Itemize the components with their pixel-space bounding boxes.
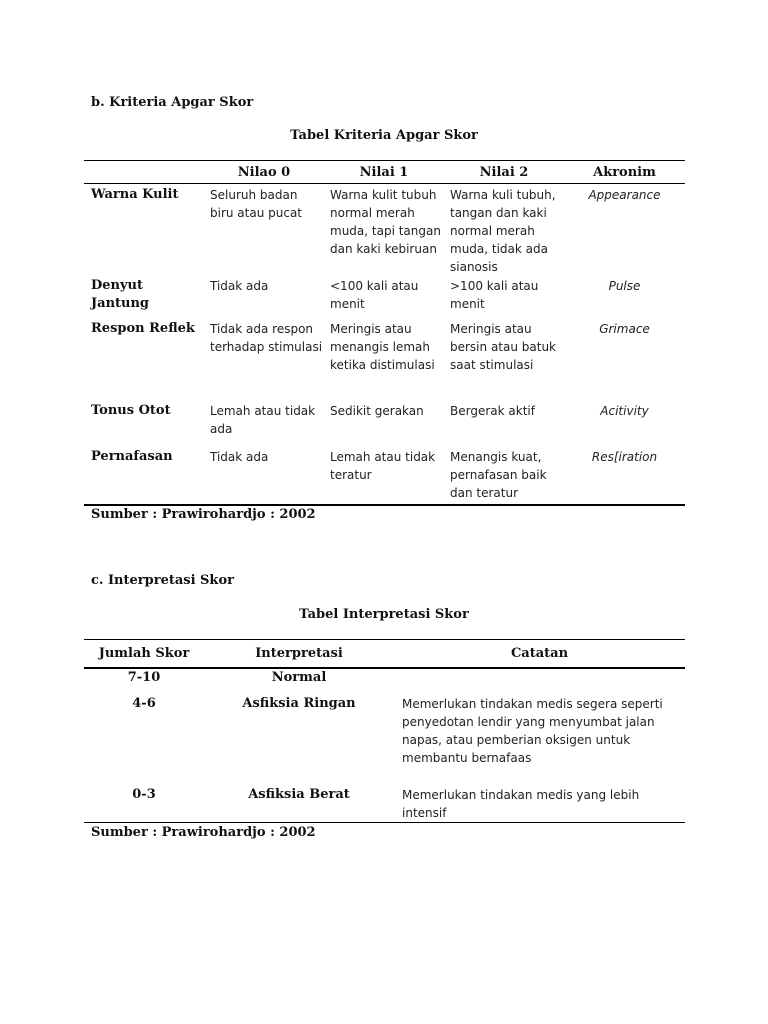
notes-cell: Memerlukan tindakan medis segera seperti penyedotan lendir yang menyumbat jalan napas, atau pemberian oksigen untuk membantu bernafaas: [402, 697, 663, 765]
table-row: [84, 277, 685, 320]
score-range-cell: 4-6: [132, 696, 156, 711]
column-header: Interpretasi: [255, 646, 343, 661]
score-1-cell: Meringis atau menangis lemah ketika distimulasi: [330, 322, 435, 372]
apgar-table-bottom-rule: [84, 504, 685, 506]
table-row: [84, 695, 685, 786]
score-0-cell: Tidak ada: [210, 450, 269, 464]
criteria-label: Respon Reflek: [91, 321, 195, 336]
notes-cell: Memerlukan tindakan medis yang lebih intensif: [402, 788, 640, 820]
interpretation-cell: Asfiksia Berat: [248, 787, 350, 802]
apgar-table-source: Sumber : Prawirohardjo : 2002: [91, 507, 316, 522]
score-0-cell: Seluruh badan biru atau pucat: [210, 188, 303, 220]
apgar-criteria-table: [84, 162, 685, 502]
section-b-heading: b. Kriteria Apgar Skor: [91, 95, 254, 110]
acronym-cell: Grimace: [599, 322, 650, 336]
table-header-row: [84, 162, 685, 183]
criteria-label: Pernafasan: [91, 449, 173, 464]
score-2-cell: >100 kali atau menit: [450, 279, 539, 311]
apgar-table-caption: Tabel Kriteria Apgar Skor: [290, 128, 478, 143]
interpretation-table-bottom-rule: [84, 822, 685, 823]
table-row: [84, 183, 685, 277]
column-header: Catatan: [510, 646, 569, 661]
table-row: [84, 320, 685, 402]
section-c-heading: c. Interpretasi Skor: [91, 573, 234, 588]
acronym-cell: Pulse: [608, 279, 641, 293]
score-1-cell: <100 kali atau menit: [330, 279, 419, 311]
interpretation-table-caption: Tabel Interpretasi Skor: [299, 607, 469, 622]
interpretation-cell: Normal: [271, 670, 327, 685]
score-0-cell: Lemah atau tidak ada: [210, 404, 316, 436]
score-0-cell: Tidak ada respon terhadap stimulasi: [210, 322, 323, 354]
score-2-cell: Warna kuli tubuh, tangan dan kaki normal merah muda, tidak ada sianosis: [450, 188, 556, 274]
apgar-table-top-rule: [84, 160, 685, 161]
column-header: Nilao 0: [237, 165, 291, 180]
interpretation-cell: Asfiksia Ringan: [242, 696, 356, 711]
table-row: [84, 667, 685, 695]
score-2-cell: Meringis atau bersin atau batuk saat stimulasi: [450, 322, 557, 372]
score-2-cell: Menangis kuat, pernafasan baik dan teratur: [450, 450, 547, 500]
score-1-cell: Warna kulit tubuh normal merah muda, tapi tangan dan kaki kebiruan: [330, 188, 441, 256]
table-row: [84, 402, 685, 448]
column-header: Nilai 1: [359, 165, 409, 180]
score-2-cell: Bergerak aktif: [450, 404, 535, 418]
acronym-cell: Acitivity: [600, 404, 649, 418]
criteria-label: Warna Kulit: [91, 187, 179, 202]
column-header: Jumlah Skor: [98, 646, 190, 661]
score-interpretation-table: [84, 640, 685, 822]
score-1-cell: Lemah atau tidak teratur: [330, 450, 436, 482]
acronym-cell: Res[iration: [591, 450, 658, 464]
criteria-label: Denyut Jantung: [91, 278, 150, 311]
score-0-cell: Tidak ada: [210, 279, 269, 293]
score-range-cell: 0-3: [132, 787, 156, 802]
table-row: [84, 786, 685, 822]
table-row: [84, 448, 685, 502]
score-range-cell: 7-10: [127, 670, 161, 685]
score-1-cell: Sedikit gerakan: [330, 404, 424, 418]
acronym-cell: Appearance: [588, 188, 661, 202]
criteria-label: Tonus Otot: [91, 403, 171, 418]
interpretation-table-source: Sumber : Prawirohardjo : 2002: [91, 825, 316, 840]
column-header: Akronim: [593, 165, 656, 180]
column-header: Nilai 2: [479, 165, 529, 180]
column-header: [84, 162, 204, 183]
notes-cell: [394, 667, 685, 695]
table-header-row: [84, 640, 685, 667]
